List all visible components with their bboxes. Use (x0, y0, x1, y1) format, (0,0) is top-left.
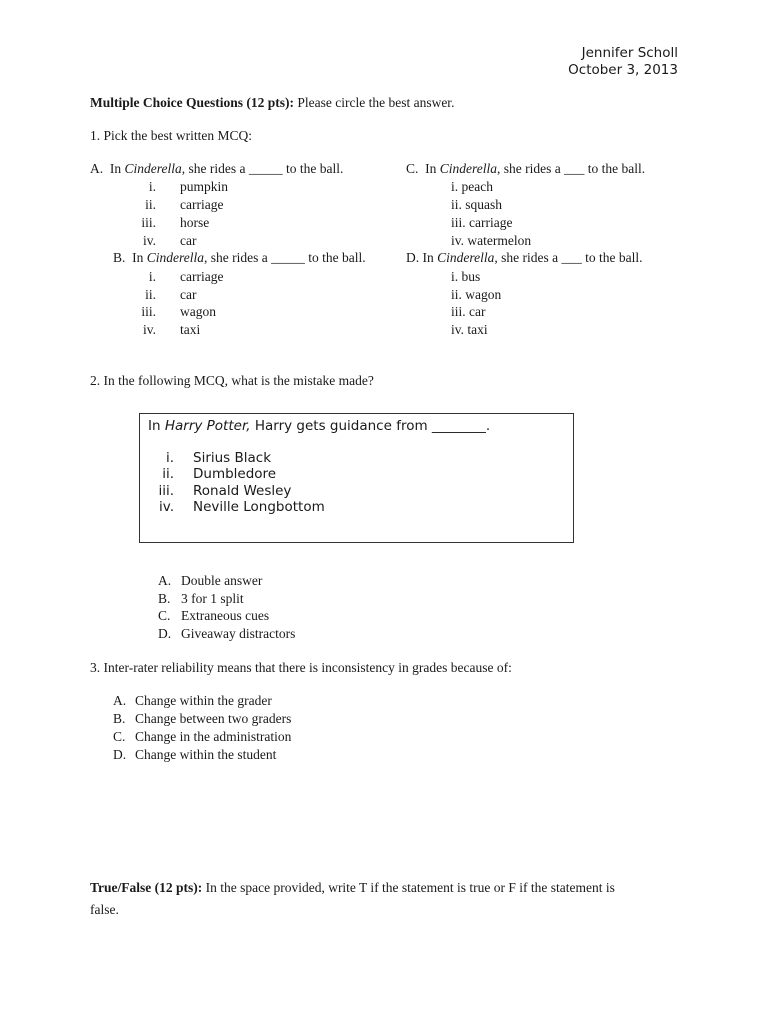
q1-prompt: 1. Pick the best written MCQ: (90, 128, 252, 143)
list-item-number: iii. (141, 304, 156, 319)
list-item-text: carriage (180, 269, 224, 284)
example-stem-post: Harry gets guidance from ________. (250, 418, 491, 434)
list-item-text: Ronald Wesley (193, 483, 292, 499)
mc-heading-label: Multiple Choice Questions (12 pts): (90, 95, 294, 110)
list-item (158, 625, 296, 642)
list-item-number: ii. (145, 197, 156, 212)
list-item-letter: A. (113, 693, 127, 708)
list-item-text: Change within the student (135, 747, 277, 762)
list-item-letter: B. (113, 711, 126, 726)
list-item (113, 746, 277, 763)
list-item-text: carriage (180, 197, 224, 212)
q1-option-c-stem (406, 160, 645, 177)
q1-option-a-letter: A. (90, 161, 104, 176)
list-item: iv. taxi (451, 322, 488, 337)
list-item-number: iv. (143, 322, 156, 337)
q1-option-b-title: Cinderella (146, 250, 205, 265)
list-item-text: horse (180, 215, 210, 230)
list-item-text: 3 for 1 split (181, 591, 244, 606)
q1-option-c-stem-pre: In (425, 161, 440, 176)
list-item-text: Change between two graders (135, 711, 292, 726)
q1-option-d-stem-post: , she rides a ___ to the ball. (494, 250, 643, 265)
document-date: October 3, 2013 (568, 62, 678, 78)
mc-section-heading (90, 94, 454, 111)
list-item-text: pumpkin (180, 179, 229, 194)
example-stem-pre: In (148, 418, 165, 434)
list-item: iii. car (451, 304, 486, 319)
q3-prompt: 3. Inter-rater reliability means that there is inconsistency in grades because of: (90, 660, 512, 675)
q2-prompt: 2. In the following MCQ, what is the mistake made? (90, 373, 374, 388)
q1-option-d-title: Cinderella (437, 250, 495, 265)
list-item-text: car (180, 287, 197, 302)
list-item-text: car (180, 233, 197, 248)
q1-option-d-letter: D. (406, 250, 420, 265)
list-item (113, 728, 292, 745)
list-item-letter: D. (158, 626, 172, 641)
list-item-number: i. (148, 179, 156, 194)
q1-option-b-stem (113, 249, 366, 266)
q1-option-a-stem-post: , she rides a _____ to the ball. (181, 161, 344, 176)
list-item-letter: B. (158, 591, 171, 606)
list-item-letter: D. (113, 747, 127, 762)
list-item-text: Double answer (181, 573, 263, 588)
q1-option-b-stem-post: , she rides a _____ to the ball. (204, 250, 366, 265)
tf-heading-label: True/False (12 pts): (90, 880, 203, 895)
q1-option-d-stem-pre: In (422, 250, 438, 265)
list-item (130, 232, 197, 249)
list-item (113, 692, 272, 709)
mc-instruction: Please circle the best answer. (294, 95, 455, 110)
list-item (130, 303, 216, 320)
list-item (148, 483, 292, 500)
list-item-text: taxi (180, 322, 201, 337)
q1-option-a-stem (90, 160, 343, 177)
list-item (158, 572, 263, 589)
tf-instruction: In the space provided, write T if the statement is true or F if the statement is (202, 880, 615, 895)
list-item-text: Sirius Black (193, 450, 272, 466)
list-item: ii. squash (451, 197, 503, 212)
list-item-number: iv. (159, 499, 174, 515)
list-item-number: iii. (141, 215, 156, 230)
q1-option-c-stem-post: , she rides a ___ to the ball. (497, 161, 646, 176)
list-item-text: Change within the grader (135, 693, 272, 708)
author-name: Jennifer Scholl (581, 45, 678, 61)
list-item-number: i. (148, 269, 156, 284)
q1-option-a-stem-pre: In (109, 161, 125, 176)
list-item-text: Giveaway distractors (181, 626, 296, 641)
list-item-number: ii. (145, 287, 156, 302)
list-item: i. peach (451, 179, 493, 194)
list-item (130, 178, 229, 195)
list-item (158, 607, 270, 624)
list-item (130, 321, 201, 338)
list-item-letter: A. (158, 573, 172, 588)
list-item (130, 268, 224, 285)
list-item-number: iii. (158, 483, 174, 499)
list-item (130, 196, 224, 213)
list-item (148, 499, 325, 516)
list-item-text: wagon (180, 304, 216, 319)
q1-option-a-title: Cinderella (124, 161, 182, 176)
q1-option-d-stem (406, 249, 642, 266)
list-item (158, 590, 244, 607)
list-item (130, 214, 210, 231)
list-item-text: Neville Longbottom (193, 499, 325, 515)
example-stem-title: Harry Potter, (164, 418, 251, 434)
list-item (148, 450, 272, 467)
list-item-number: ii. (162, 466, 174, 482)
list-item: iv. watermelon (451, 233, 532, 248)
list-item-text: Dumbledore (193, 466, 277, 482)
list-item-letter: C. (113, 729, 126, 744)
list-item (148, 466, 277, 483)
q1-option-b-stem-pre: In (132, 250, 147, 265)
list-item (113, 710, 292, 727)
list-item (130, 286, 197, 303)
q1-option-c-letter: C. (406, 161, 419, 176)
list-item: ii. wagon (451, 287, 502, 302)
q1-option-b-letter: B. (113, 250, 126, 265)
list-item-text: Change in the administration (135, 729, 292, 744)
list-item: iii. carriage (451, 215, 513, 230)
list-item-number: iv. (143, 233, 156, 248)
list-item-letter: C. (158, 608, 171, 623)
list-item-text: Extraneous cues (181, 608, 270, 623)
tf-instruction-continued: false. (90, 902, 119, 917)
q1-option-c-title: Cinderella (439, 161, 498, 176)
tf-section-heading (90, 879, 615, 896)
list-item-number: i. (165, 450, 174, 466)
example-question-stem (148, 418, 490, 435)
list-item: i. bus (451, 269, 481, 284)
